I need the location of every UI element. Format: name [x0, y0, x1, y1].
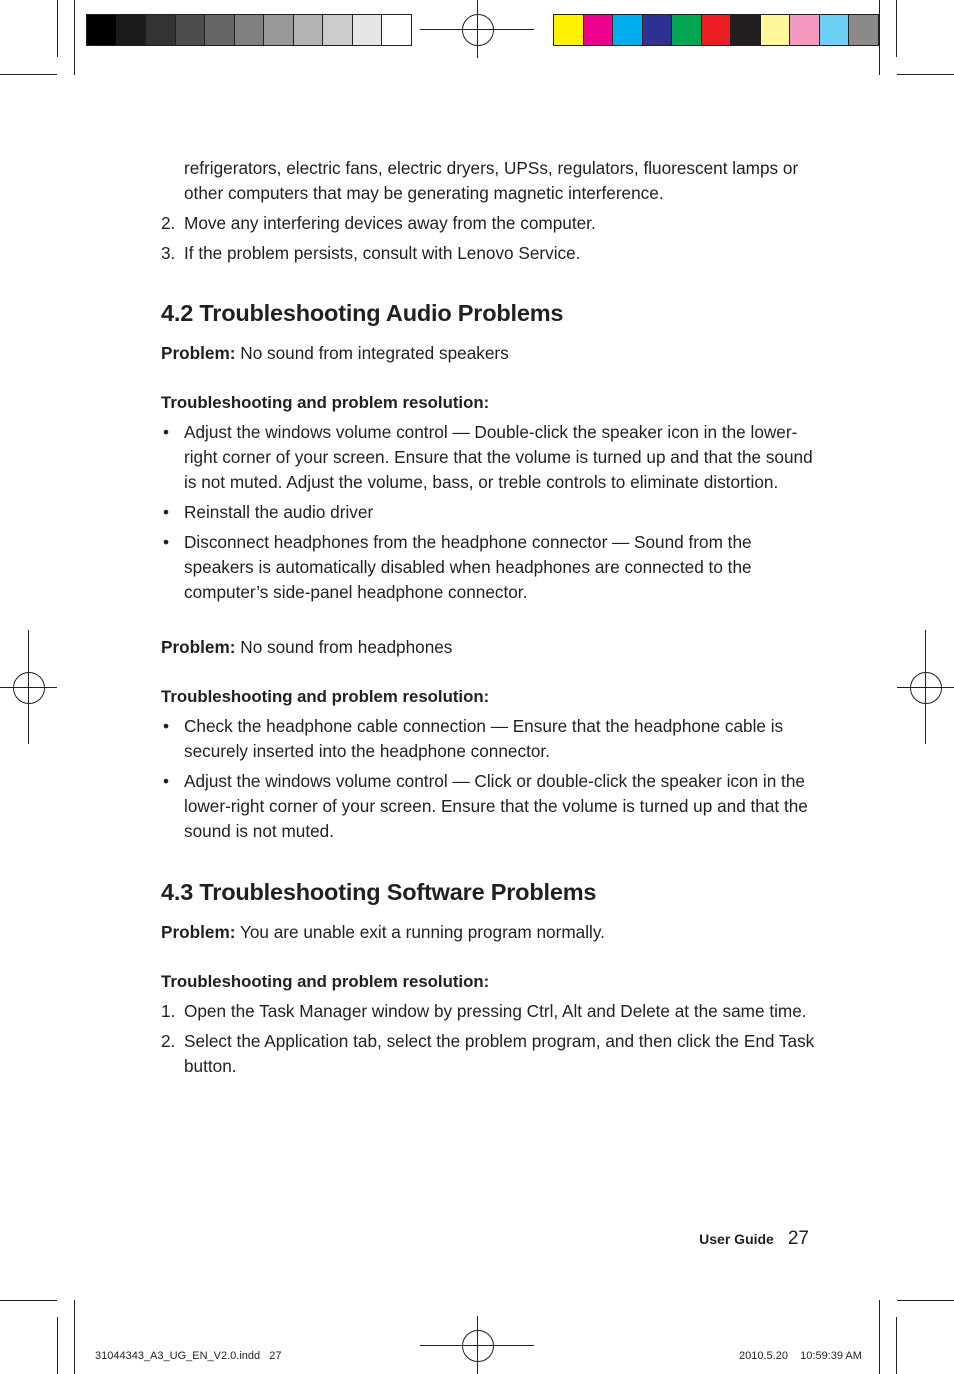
crop-mark	[74, 0, 75, 75]
bullet-item	[161, 500, 821, 525]
list-number: 3.	[161, 243, 176, 263]
crop-mark	[57, 0, 58, 57]
color-swatch	[613, 15, 643, 45]
color-swatch	[353, 15, 383, 45]
crop-mark	[896, 1317, 897, 1374]
registration-circle	[13, 672, 45, 704]
color-swatch	[146, 15, 176, 45]
crop-mark	[57, 1317, 58, 1374]
bullet-item	[161, 714, 821, 764]
intro-continuation: refrigerators, electric fans, electric dryers, UPSs, regulators, fluorescent lamps or other computers that may be generating magnetic interference.	[184, 158, 799, 203]
color-swatch	[643, 15, 673, 45]
color-swatch	[87, 15, 117, 45]
list-item	[161, 999, 821, 1024]
color-swatch	[264, 15, 294, 45]
crop-mark	[0, 74, 57, 75]
bullet-marker: •	[163, 716, 170, 736]
bullet-item	[161, 420, 821, 495]
bullet-marker: •	[163, 532, 170, 552]
problem-label: Problem:	[161, 637, 236, 657]
page-content	[161, 156, 821, 1084]
bullet-item	[161, 769, 821, 844]
registration-circle	[910, 672, 942, 704]
list-item-text: If the problem persists, consult with Lenovo Service.	[184, 243, 581, 263]
section-heading-software: 4.3 Troubleshooting Software Problems	[161, 879, 597, 905]
list-item	[161, 241, 821, 266]
registration-circle	[462, 14, 494, 46]
color-swatch	[584, 15, 614, 45]
bullet-text: Adjust the windows volume control — Double-click the speaker icon in the lower-right corner of your screen. Ensure that the volume is turned up and that the sound is not muted. Adjust the volume, bass, or treble controls to eliminate distortion.	[184, 422, 813, 492]
page-footer	[699, 1228, 809, 1250]
list-number: 2.	[161, 213, 176, 233]
bullet-text: Check the headphone cable connection — Ensure that the headphone cable is securely inserted into the headphone connector.	[184, 716, 784, 761]
registration-circle	[462, 1330, 494, 1362]
crop-mark	[897, 1300, 954, 1301]
problem-text: You are unable exit a running program normally.	[235, 922, 605, 942]
color-swatch	[294, 15, 324, 45]
list-item-text: Select the Application tab, select the problem program, and then click the End Task button.	[184, 1031, 815, 1076]
list-number: 1.	[161, 1001, 176, 1021]
color-swatch	[761, 15, 791, 45]
process-color-bar	[553, 14, 879, 46]
crop-mark	[0, 1300, 57, 1301]
slug-datetime: 2010.5.20 10:59:39 AM	[739, 1350, 862, 1362]
bullet-item	[161, 530, 821, 605]
resolution-heading: Troubleshooting and problem resolution:	[161, 393, 490, 412]
resolution-heading: Troubleshooting and problem resolution:	[161, 687, 490, 706]
problem-statement	[161, 635, 821, 660]
crop-mark	[74, 1300, 75, 1374]
list-item	[161, 1029, 821, 1079]
color-swatch	[382, 15, 411, 45]
crop-mark	[879, 0, 880, 75]
bullet-text: Disconnect headphones from the headphone connector — Sound from the speakers is automatically disabled when headphones are connected to the computer’s side-panel headphone connector.	[184, 532, 752, 602]
grayscale-color-bar	[86, 14, 412, 46]
crop-mark	[897, 74, 954, 75]
color-swatch	[117, 15, 147, 45]
problem-label: Problem:	[161, 922, 236, 942]
resolution-heading: Troubleshooting and problem resolution:	[161, 972, 490, 991]
problem-statement	[161, 920, 821, 945]
footer-label: User Guide	[699, 1231, 774, 1247]
crop-mark	[896, 0, 897, 57]
color-swatch	[554, 15, 584, 45]
problem-text: No sound from integrated speakers	[235, 343, 509, 363]
section-heading-audio: 4.2 Troubleshooting Audio Problems	[161, 300, 564, 326]
page-number: 27	[787, 1228, 809, 1249]
bullet-marker: •	[163, 422, 170, 442]
problem-statement	[161, 341, 821, 366]
color-swatch	[176, 15, 206, 45]
list-item-text: Open the Task Manager window by pressing Ctrl, Alt and Delete at the same time.	[184, 1001, 807, 1021]
color-swatch	[323, 15, 353, 45]
color-swatch	[731, 15, 761, 45]
slug-filename: 31044343_A3_UG_EN_V2.0.indd 27	[95, 1350, 282, 1362]
problem-label: Problem:	[161, 343, 236, 363]
list-item-text: Move any interfering devices away from the computer.	[184, 213, 596, 233]
bullet-text: Adjust the windows volume control — Click or double-click the speaker icon in the lower-right corner of your screen. Ensure that the volume is turned up and that the sound is not muted.	[184, 771, 808, 841]
color-swatch	[849, 15, 878, 45]
color-swatch	[235, 15, 265, 45]
color-swatch	[205, 15, 235, 45]
list-item	[161, 211, 821, 236]
list-number: 2.	[161, 1031, 176, 1051]
color-swatch	[702, 15, 732, 45]
crop-mark	[879, 1300, 880, 1374]
color-swatch	[672, 15, 702, 45]
color-swatch	[820, 15, 850, 45]
problem-text: No sound from headphones	[235, 637, 453, 657]
bullet-marker: •	[163, 771, 170, 791]
color-swatch	[790, 15, 820, 45]
bullet-text: Reinstall the audio driver	[184, 502, 374, 522]
bullet-marker: •	[163, 502, 170, 522]
